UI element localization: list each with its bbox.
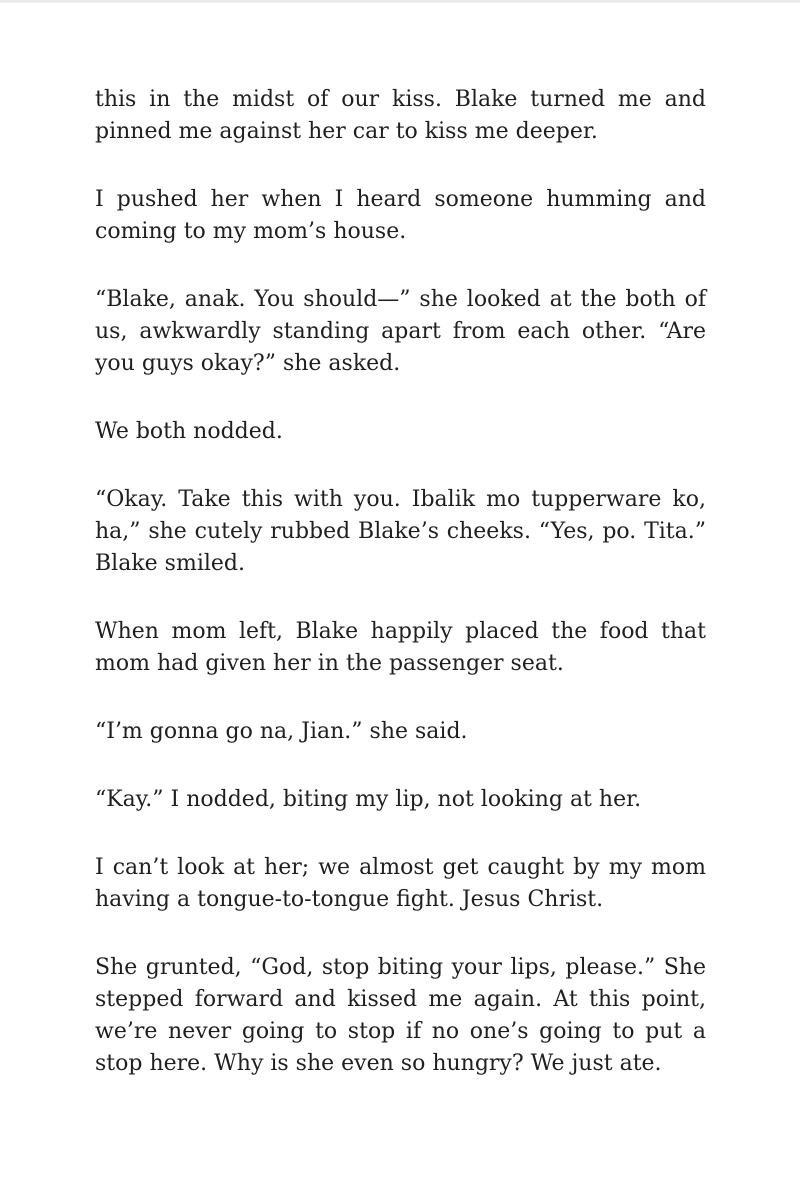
paragraph: When mom left, Blake happily placed the food that mom had given her in the passenger seat. <box>95 619 706 676</box>
paragraph: this in the midst of our kiss. Blake turned me and pinned me against her car to kiss me deeper. <box>95 87 706 144</box>
paragraph: We both nodded. <box>95 419 283 444</box>
paragraph: “Blake, anak. You should—” she looked at the both of us, awkwardly standing apart from each other. “Are you guys okay?” she asked. <box>95 287 706 376</box>
paragraph: “Kay.” I nodded, biting my lip, not looking at her. <box>95 787 642 812</box>
document-page <box>95 84 706 1080</box>
page-top-border <box>0 0 800 3</box>
paragraph: I can’t look at her; we almost get caught by my mom having a tongue-to-tongue fight. Jesus Christ. <box>95 855 706 912</box>
paragraph: “I’m gonna go na, Jian.” she said. <box>95 719 468 744</box>
paragraph: She grunted, “God, stop biting your lips, please.” She stepped forward and kissed me again. At this point, we’re never going to stop if no one’s going to put a stop here. Why is she even so hungry? We just ate. <box>95 955 706 1076</box>
paragraph: I pushed her when I heard someone humming and coming to my mom’s house. <box>95 187 706 244</box>
paragraph: “Okay. Take this with you. Ibalik mo tupperware ko, ha,” she cutely rubbed Blake’s cheeks. “Yes, po. Tita.” Blake smiled. <box>95 487 706 576</box>
